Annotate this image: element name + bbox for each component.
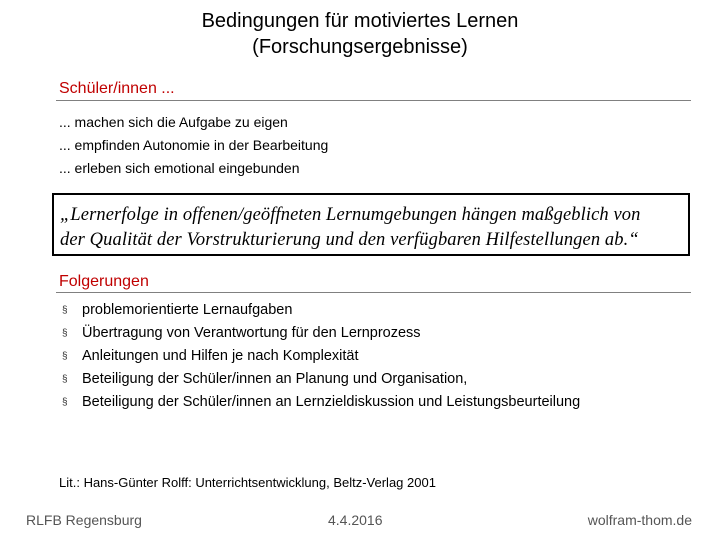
conclusions-divider: [56, 292, 691, 293]
conclusion-text: problemorientierte Lernaufgaben: [82, 302, 293, 318]
quote-line-2: der Qualität der Vorstrukturierung und den verfügbaren Hilfestellungen ab.“: [60, 230, 639, 250]
list-item: [62, 299, 580, 322]
title-line-1: Bedingungen für motiviertes Lernen: [201, 10, 519, 32]
students-item: ... machen sich die Aufgabe zu eigen: [59, 114, 288, 130]
slide-title: [0, 8, 720, 60]
quote-line-1: „Lernerfolge in offenen/geöffneten Lernumgebungen hängen maßgeblich von: [60, 205, 641, 225]
conclusion-text: Anleitungen und Hilfen je nach Komplexität: [82, 348, 359, 364]
literature-reference: Lit.: Hans-Günter Rolff: Unterrichtsentwicklung, Beltz-Verlag 2001: [59, 475, 436, 490]
conclusion-text: Beteiligung der Schüler/innen an Lernzieldiskussion und Leistungsbeurteilung: [82, 394, 581, 410]
title-line-2: (Forschungsergebnisse): [252, 36, 468, 58]
students-item: ... empfinden Autonomie in der Bearbeitung: [59, 137, 329, 153]
students-divider: [56, 100, 691, 101]
bullet-marker-icon: §: [62, 397, 68, 408]
list-item: [62, 345, 580, 368]
list-item: [62, 322, 580, 345]
research-quote: [52, 193, 690, 256]
conclusions-heading: Folgerungen: [59, 273, 149, 290]
bullet-marker-icon: §: [62, 351, 68, 362]
footer-date: 4.4.2016: [328, 512, 383, 528]
footer-left: RLFB Regensburg: [26, 512, 142, 528]
list-item: [62, 368, 580, 391]
students-list: [59, 111, 328, 180]
conclusion-text: Beteiligung der Schüler/innen an Planung und Organisation,: [82, 371, 468, 387]
conclusions-list: [62, 299, 580, 414]
list-item: [62, 391, 580, 414]
footer-right: wolfram-thom.de: [587, 512, 692, 528]
bullet-marker-icon: §: [62, 305, 68, 316]
bullet-marker-icon: §: [62, 374, 68, 385]
students-item: ... erleben sich emotional eingebunden: [59, 160, 300, 176]
conclusion-text: Übertragung von Verantwortung für den Lernprozess: [82, 325, 421, 341]
students-heading: Schüler/innen ...: [59, 80, 175, 97]
bullet-marker-icon: §: [62, 328, 68, 339]
